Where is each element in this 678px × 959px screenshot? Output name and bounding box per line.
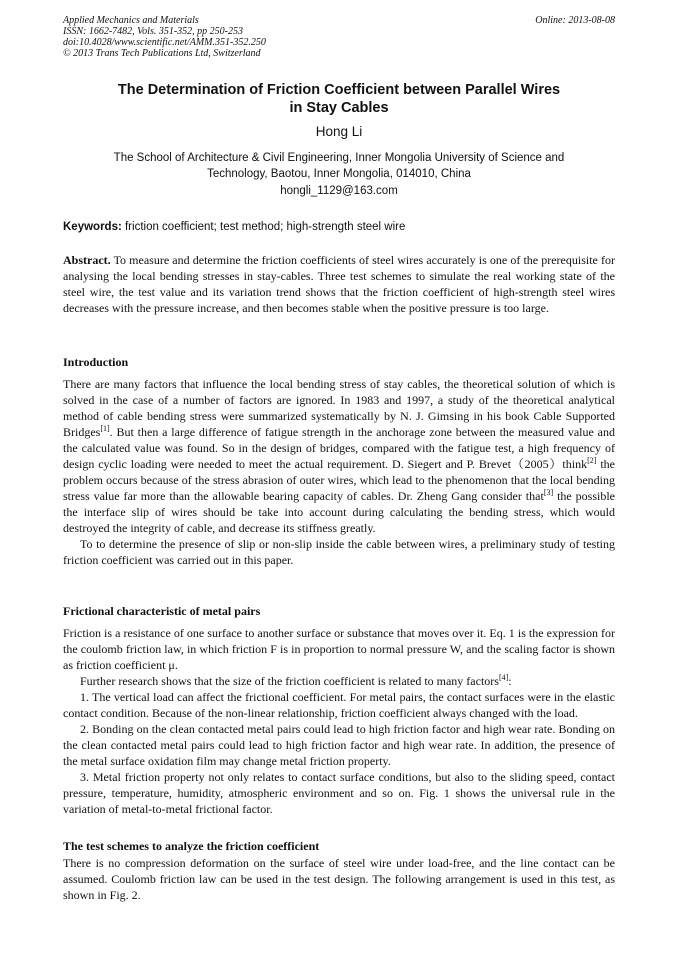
journal-issn: ISSN: 1662-7482, Vols. 351-352, pp 250-253 (63, 26, 243, 37)
introduction-paragraph-1 (63, 376, 615, 536)
keywords (63, 221, 615, 233)
frictional-heading: Frictional characteristic of metal pairs (63, 604, 261, 618)
frictional-body (63, 625, 615, 817)
frictional-text-a: Further research shows that the size of the friction coefficient is related to many factors (80, 674, 499, 688)
list-item-1: 1. The vertical load can affect the frictional coefficient. For metal pairs, the contact surfaces were in the elastic contact condition. Because of the non-linear relationship, friction coefficient always changed with the load. (63, 690, 615, 720)
affiliation-line-2: Technology, Baotou, Inner Mongolia, 014010, China (207, 168, 471, 180)
schemes-heading: The test schemes to analyze the friction coefficient (63, 839, 320, 853)
affiliation-line-1: The School of Architecture & Civil Engineering, Inner Mongolia University of Science and (113, 152, 565, 164)
journal-name: Applied Mechanics and Materials (63, 15, 199, 26)
frictional-paragraph-2 (63, 673, 615, 689)
citation-3[interactable]: [3] (543, 488, 554, 497)
paper-title (63, 81, 615, 117)
abstract (63, 252, 615, 316)
intro-text-a: There are many factors that influence the local bending stress of stay cables, the theoretical solution of which is solved in the case of a number of factors are ignored. In 1983 and 1997, a study of the theoretical analytical method of cable bending stress were summarized systematically by N. J. Gimsing in his book Cable Supported Bridges (63, 377, 615, 439)
intro-text-d: the possible the interface slip of wires should be take into account during calculating the bending stress, which would destroyed the integrity of cable, and decrease its stiffness greatly. (63, 489, 615, 535)
journal-doi: doi:10.4028/www.scientific.net/AMM.351-352.250 (63, 37, 266, 48)
citation-4[interactable]: [4] (498, 673, 509, 682)
abstract-text: To measure and determine the friction coefficients of steel wires accurately is one of the prerequisite for analysing the local bending stresses in stay-cables. Three test schemes to simulate the real working state of the steel wire, the test value and its variation trend shows that the friction coefficient of high-strength steel wires decreases with the pressure increase, and then becomes stable when the positive pressure is too large. (63, 253, 615, 315)
journal-copyright: © 2013 Trans Tech Publications Ltd, Switzerland (63, 48, 261, 59)
schemes-paragraph-1: There is no compression deformation on the surface of steel wire under load-free, and the line contact can be assumed. Coulomb friction law can be used in the test design. The following arrangement is used in this test, as shown in Fig. 2. (63, 856, 615, 902)
schemes-body (63, 855, 615, 903)
title-line-1: The Determination of Friction Coefficient between Parallel Wires (117, 82, 561, 98)
intro-text-c: the problem occurs because of the stress abrasion of outer wires, which lead to the phenomenon that the local bending stress value far more than the allowable bearing capacity of cables. Dr. Zheng Gang consider that (63, 457, 615, 503)
journal-header (63, 15, 615, 59)
author-email: hongli_1129@163.com (280, 185, 398, 197)
online-date: Online: 2013-08-08 (535, 15, 615, 26)
intro-text-b: . But then a large difference of fatigue strength in the anchorage zone between the measured value and the calculated value was found. So in the design of bridges, compared with the fatigue test, a high frequency of design cyclic loading were needed to meet the actual requirement. D. Siegert and P. Brevet（2005）think (63, 425, 615, 471)
introduction-heading: Introduction (63, 355, 129, 369)
abstract-label: Abstract. (63, 253, 111, 267)
keywords-text: friction coefficient; test method; high-strength steel wire (121, 221, 406, 233)
list-item-2: 2. Bonding on the clean contacted metal pairs could lead to high friction factor and high wear rate. Bonding on the clean contacted metal pairs could lead to high friction factor and high wear rate. In addition, the presence of the metal surface oxidation film may change metal friction property. (63, 722, 615, 768)
keywords-label: Keywords: (63, 221, 122, 233)
frictional-paragraph-1: Friction is a resistance of one surface to another surface or substance that moves over it. Eq. 1 is the expression for the coulomb friction law, in which friction F is in proportion to normal pressure W, and the scaling factor is shown as friction coefficient μ. (63, 626, 615, 672)
introduction-body (63, 376, 615, 568)
affiliation (63, 150, 615, 182)
citation-1[interactable]: [1] (100, 424, 110, 433)
author-name: Hong Li (315, 124, 363, 139)
list-item-3: 3. Metal friction property not only relates to contact surface conditions, but also to the sliding speed, contact pressure, temperature, humidity, atmospheric environment and so on. Fig. 1 shows the universal rule in the variation of metal-to-metal frictional factor. (63, 770, 615, 816)
frictional-text-b: : (508, 674, 512, 688)
citation-2[interactable]: [2] (587, 456, 597, 465)
introduction-paragraph-2: To to determine the presence of slip or non-slip inside the cable between wires, a preliminary study of testing friction coefficient was carried out in this paper. (63, 537, 615, 567)
title-line-2: in Stay Cables (289, 100, 389, 116)
